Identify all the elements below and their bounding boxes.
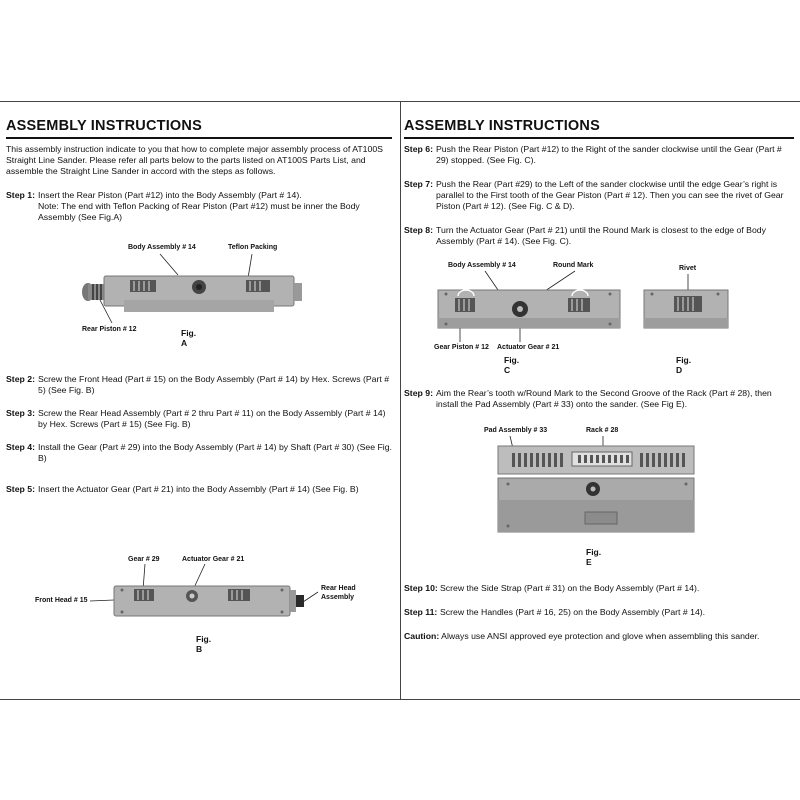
fig-c-label-actuator: Actuator Gear # 21 (497, 344, 560, 351)
fig-c-label-gear-piston: Gear Piston # 12 (434, 344, 489, 351)
step-label: Step 1: (6, 190, 35, 200)
step-note: Note: The end with Teflon Packing of Rear Piston (Part #12) must be inner the Body Assembly (See Fig.A) (38, 201, 360, 222)
step-text: Insert the Actuator Gear (Part # 21) into the Body Assembly (Part # 14) (See Fig. B) (38, 484, 359, 494)
fig-c-caption: Fig. C (504, 355, 520, 375)
step-label: Step 6: (404, 144, 433, 154)
step-label: Step 2: (6, 374, 35, 384)
page-heading-left: ASSEMBLY INSTRUCTIONS (6, 118, 202, 134)
step-label: Step 11: (404, 607, 438, 617)
step-text: Push the Rear Piston (Part #12) to the Right of the sander clockwise until the Gear (Part # 29) stopped. (See Fig. C). (436, 144, 782, 165)
step-label: Step 9: (404, 388, 433, 398)
fig-a-label-teflon: Teflon Packing (228, 244, 278, 251)
right-steps-lower (404, 583, 794, 642)
fig-b-caption: Fig. B (196, 634, 212, 654)
fig-a-caption: Fig. A (181, 328, 197, 348)
fig-b-label-rear1: Rear Head (321, 585, 356, 592)
step-text: Insert the Rear Piston (Part #12) into the Body Assembly (Part # 14). (38, 190, 302, 200)
fig-b-label-gear: Gear # 29 (128, 556, 160, 563)
step-10 (404, 583, 794, 594)
caution-text: Always use ANSI approved eye protection and glove when assembling this sander. (441, 631, 760, 641)
fig-b-label-front: Front Head # 15 (35, 597, 88, 604)
fig-e-caption: Fig. E (586, 547, 602, 567)
fig-c-label-round: Round Mark (553, 262, 594, 269)
fig-a-label-piston: Rear Piston # 12 (82, 326, 137, 333)
caution-label: Caution: (404, 631, 440, 641)
fig-a-label-body: Body Assembly # 14 (128, 244, 196, 251)
step-label: Step 3: (6, 408, 35, 418)
step-text: Screw the Front Head (Part # 15) on the Body Assembly (Part # 14) by Hex. Screws (Part # 5) (See Fig. B) (38, 374, 390, 395)
fig-d-caption: Fig. D (676, 355, 692, 375)
fig-b-label-actuator: Actuator Gear # 21 (182, 556, 245, 563)
step-text: Push the Rear (Part #29) to the Left of the sander clockwise until the edge Gear’s right is parallel to the First tooth of the Gear Piston (Part # 12). Then you can see the rivet of Gear Piston (Part # 12). (See Fig. C & D). (436, 179, 784, 211)
fig-e-label-rack: Rack # 28 (586, 427, 619, 434)
step-label: Step 10: (404, 583, 438, 593)
step-text: Turn the Actuator Gear (Part # 21) until the Round Mark is closest to the edge of Body Assembly (Part # 14). (See Fig. C). (436, 225, 766, 246)
page-heading-right: ASSEMBLY INSTRUCTIONS (404, 118, 600, 134)
fig-e-label-pad: Pad Assembly # 33 (484, 427, 548, 434)
step-label: Step 5: (6, 484, 35, 494)
step-text: Screw the Handles (Part # 16, 25) on the Body Assembly (Part # 14). (440, 607, 706, 617)
fig-b-label-rear2: Assembly (321, 594, 355, 601)
step-text: Screw the Side Strap (Part # 31) on the Body Assembly (Part # 14). (440, 583, 700, 593)
step-text: Install the Gear (Part # 29) into the Body Assembly (Part # 14) by Shaft (Part # 30) (See Fig. B) (38, 442, 392, 463)
intro-paragraph: This assembly instruction indicate to you that how to complete major assembly process of AT100S Straight Line Sander. Please refer all parts below to the parts listed on AT100S Parts List, and assemble the Straight Line Sander in accord with the steps as follows. (6, 144, 383, 176)
step-label: Step 7: (404, 179, 433, 189)
step-label: Step 4: (6, 442, 35, 452)
fig-c-label-body: Body Assembly # 14 (448, 262, 516, 269)
step-label: Step 8: (404, 225, 433, 235)
step-text: Aim the Rear’s tooth w/Round Mark to the Second Groove of the Rack (Part # 28), then install the Pad Assembly (Part # 33) onto the sander. (See Fig E). (436, 388, 772, 409)
caution-note (404, 631, 794, 642)
step-11 (404, 607, 794, 618)
fig-d-label-rivet: Rivet (679, 265, 697, 272)
step-text: Screw the Rear Head Assembly (Part # 2 thru Part # 11) on the Body Assembly (Part # 14) by Hex. Screws (Part # 15) (See Fig. B) (38, 408, 386, 429)
